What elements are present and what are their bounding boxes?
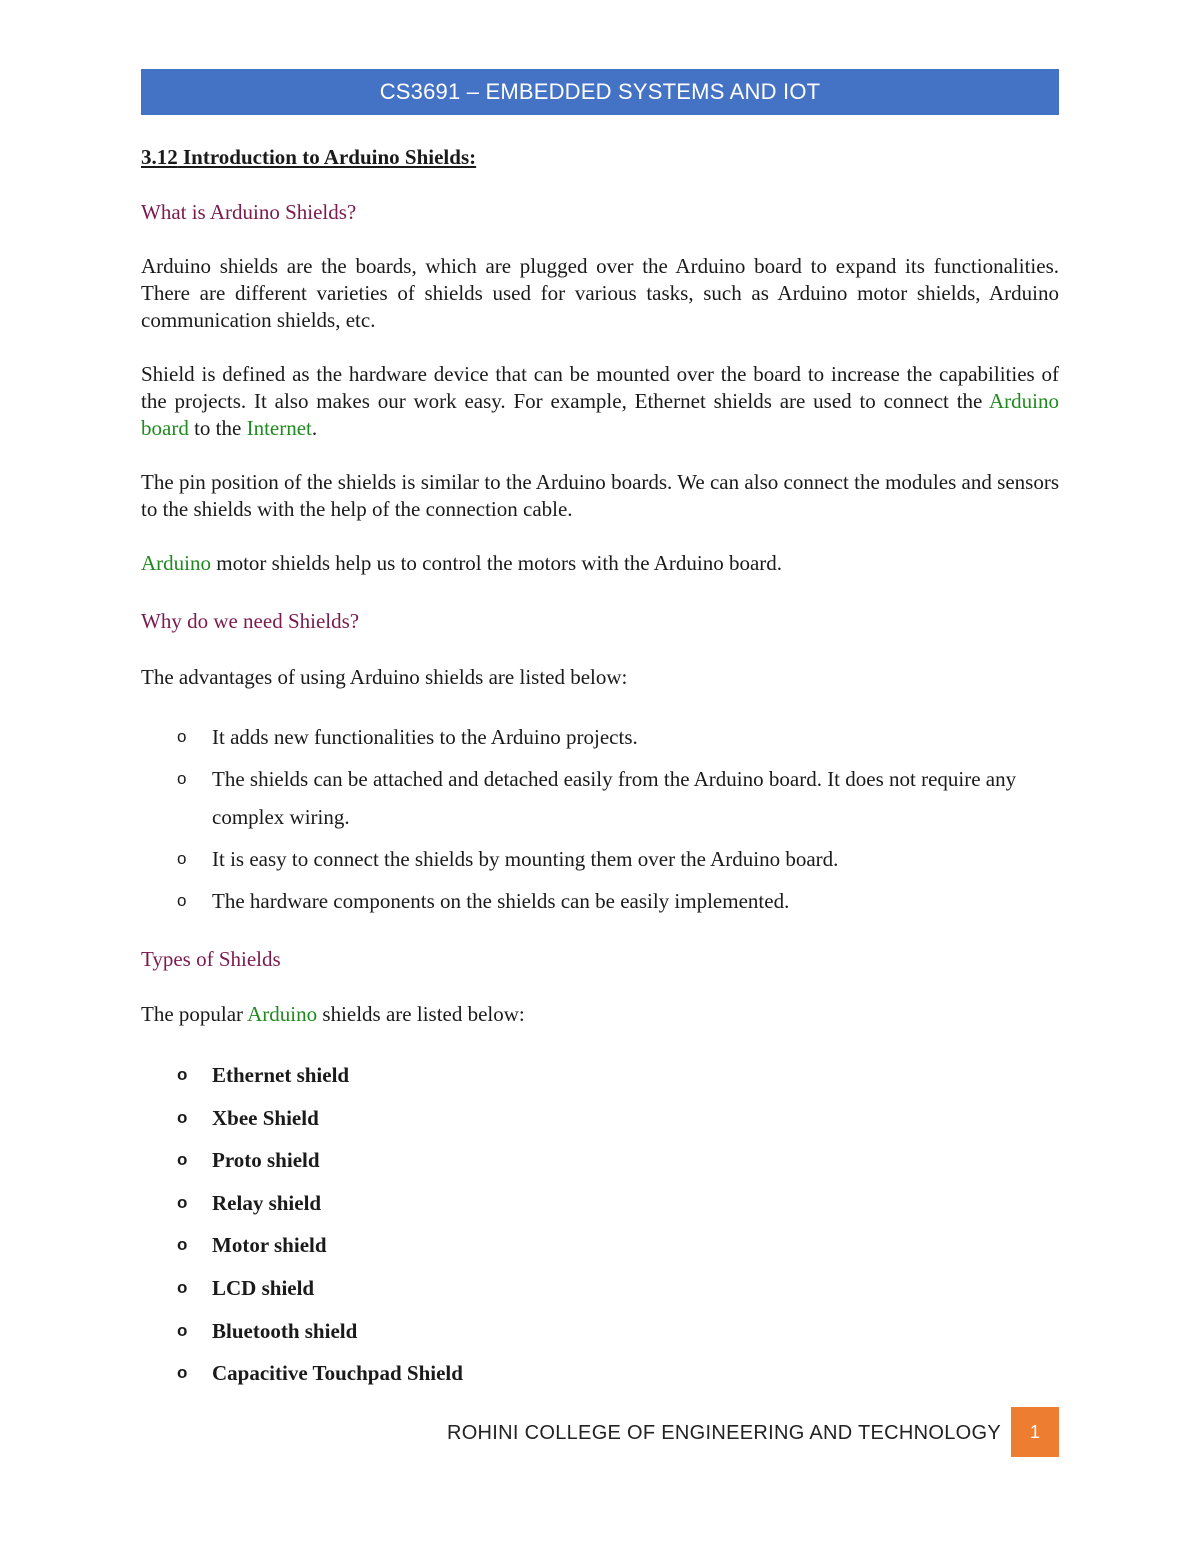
footer-institution: ROHINI COLLEGE OF ENGINEERING AND TECHNOLOGY <box>446 1422 1001 1444</box>
paragraph-definition: Arduino shields are the boards, which are plugged over the Arduino board to expand its functionalities. There are different varieties of shields used for various tasks, such as Arduino motor shields, Arduino communication shields, etc. <box>141 254 1059 332</box>
list-item: o Proto shield <box>141 1143 1059 1177</box>
list-item: o Capacitive Touchpad Shield <box>141 1356 1059 1390</box>
list-item: o Ethernet shield <box>141 1058 1059 1092</box>
page-header <box>141 69 1059 115</box>
para4-text: motor shields help us to control the motors with the Arduino board. <box>211 551 783 575</box>
paragraph-motor-shields <box>141 550 1059 577</box>
page-number-badge: 1 <box>1011 1407 1059 1457</box>
bullet-icon: o <box>177 1065 188 1084</box>
advantages-intro: The advantages of using Arduino shields are listed below: <box>141 665 628 689</box>
paragraph-shield-defined <box>141 361 1059 442</box>
page-footer <box>141 1407 1059 1457</box>
link-internet[interactable]: Internet <box>246 416 312 440</box>
list-item: o The shields can be attached and detached easily from the Arduino board. It does not require any complex wiring. <box>141 760 1059 836</box>
paragraph-pin-position: The pin position of the shields is similar to the Arduino boards. We can also connect the modules and sensors to the shields with the help of the connection cable. <box>141 470 1059 521</box>
advantages-list <box>141 718 1059 920</box>
para2-text-b: to the <box>188 416 247 440</box>
list-item: o Relay shield <box>141 1186 1059 1220</box>
bullet-icon: o <box>177 1363 188 1383</box>
bullet-icon: o <box>177 1277 188 1297</box>
bullet-icon: o <box>177 1150 188 1170</box>
list-item: o LCD shield <box>141 1271 1059 1305</box>
heading-types: Types of Shields <box>141 947 281 971</box>
link-arduino-types[interactable]: Arduino <box>247 1002 318 1026</box>
heading-what-is: What is Arduino Shields? <box>141 200 357 224</box>
section-title <box>141 140 1059 174</box>
section-number: 3.12 <box>141 145 178 169</box>
para2-text-a: Shield is defined as the hardware device that can be mounted over the board to increase the capabilities of the projects. It also makes our work easy. For example, Ethernet shields are used to connect the <box>141 362 1059 413</box>
list-item: o Bluetooth shield <box>141 1314 1059 1348</box>
bullet-icon: o <box>177 1320 188 1340</box>
shield-types-list <box>141 1058 1059 1390</box>
header-title: CS3691 – EMBEDDED SYSTEMS AND IOT <box>379 79 821 104</box>
heading-why-need: Why do we need Shields? <box>141 609 360 633</box>
document-body <box>141 140 1059 1399</box>
bullet-icon: o <box>177 849 187 868</box>
list-item: o It adds new functionalities to the Arduino projects. <box>141 718 1059 756</box>
bullet-icon: o <box>177 1107 188 1127</box>
list-item: o The hardware components on the shields can be easily implemented. <box>141 882 1059 920</box>
list-item: o Xbee Shield <box>141 1101 1059 1135</box>
link-arduino-board[interactable]: Arduino board <box>141 389 1059 440</box>
link-arduino[interactable]: Arduino <box>141 551 211 575</box>
bullet-icon: o <box>177 1235 188 1255</box>
bullet-icon: o <box>177 727 187 746</box>
list-item: o It is easy to connect the shields by mounting them over the Arduino board. <box>141 840 1059 878</box>
section-title-text: Introduction to Arduino Shields: <box>183 145 477 169</box>
bullet-icon: o <box>177 769 187 788</box>
types-intro: The popular Arduino shields are listed below: <box>141 1002 525 1026</box>
bullet-icon: o <box>177 1192 188 1212</box>
list-item: o Motor shield <box>141 1228 1059 1262</box>
bullet-icon: o <box>177 891 187 910</box>
para2-text-c: . <box>311 416 318 440</box>
